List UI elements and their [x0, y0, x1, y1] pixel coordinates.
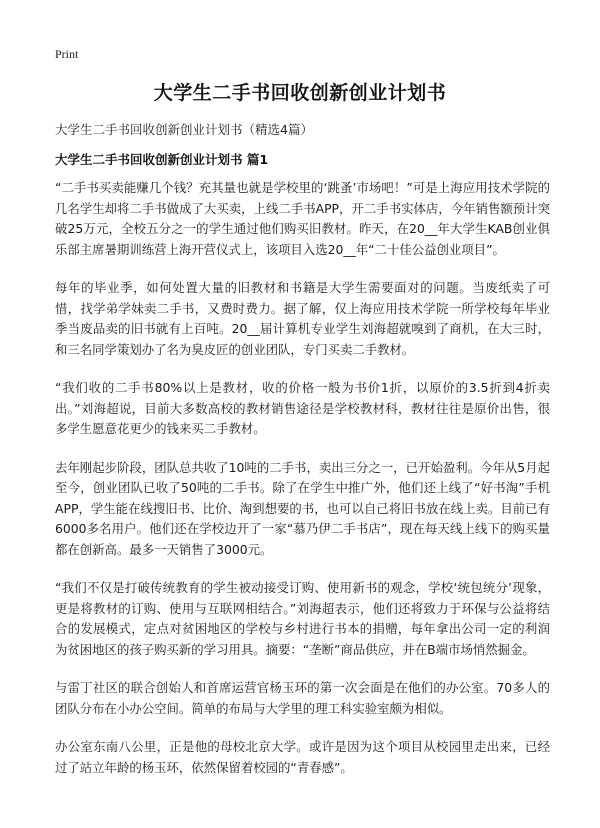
paragraph: “二手书买卖能赚几个钱？充其量也就是学校里的‘跳蚤’市场吧！”可是上海应用技术学院的几名学生却将二手书做成了大买卖，上线二手书APP，开二手书实体店，今年销售额预计突破25万元，全校五分之一的学生通过他们购买旧教材。昨天，在20__年大学生KAB创业俱乐部主席暑期训练营上海开营仪式上，该项目入选20__年“二十佳公益创业项目”。 — [55, 180, 550, 257]
paragraph: 办公室东南八公里，正是他的母校北京大学。或许是因为这个项目从校园里走出来，已经过了站立年龄的杨玉环，依然保留着校园的“青春感”。 — [55, 739, 550, 775]
paragraph: 去年刚起步阶段，团队总共收了10吨的二手书，卖出三分之一，已开始盈利。今年从5月起至今，创业团队已收了50吨的二手书。除了在学生中推广外，他们还上线了“好书淘”手机APP，学生能在线搜旧书、比价、淘到想要的书，也可以自己将旧书放在线上卖。目前已有6000多名用户。他们还在学校边开了一家“慕乃伊二手书店”，现在每天线上线下的购买量都在创新高。最多一天销售了3000元。 — [55, 459, 550, 557]
paragraph: “我们收的二手书80%以上是教材，收的价格一般为书价1折，以原价的3.5折到4折卖出。”刘海超说，目前大多数高校的教材销售途径是学校教材科，教材往往是原价出售，很多学生愿意花更少的钱来买二手教材。 — [55, 380, 550, 436]
paragraph: “我们不仅是打破传统教育的学生被动接受订购、使用新书的观念，学校‘统包统分’现象，更是将教材的订购、使用与互联网相结合。”刘海超表示，他们还将致力于环保与公益将结合的发展模式，定点对贫困地区的学校与乡村进行书本的捐赠，每年拿出公司一定的利润为贫困地区的孩子购买新的学习用具。摘要：“垄断”商品供应，并在B端市场悄然掘金。 — [55, 580, 550, 657]
paragraph: 每年的毕业季，如何处置大量的旧教材和书籍是大学生需要面对的问题。当废纸卖了可惜，找学弟学妹卖二手书，又费时费力。据了解，仅上海应用技术学院一所学校每年毕业季当废品卖的旧书就有上百吨。20__届计算机专业学生刘海超就嗅到了商机，在大三时，和三名同学策划办了名为臭皮匠的创业团队，专门买卖二手教材。 — [55, 280, 550, 357]
paragraph: 与雷丁社区的联合创始人和首席运营官杨玉环的第一次会面是在他们的办公室。70多人的团队分布在小办公空间。简单的布局与大学里的理工科实验室颇为相似。 — [55, 680, 550, 716]
document-title: 大学生二手书回收创新创业计划书 — [153, 82, 447, 104]
print-link[interactable]: Print — [55, 47, 79, 61]
document-subtitle: 大学生二手书回收创新创业计划书（精选4篇） — [55, 122, 313, 137]
article-body — [55, 178, 550, 796]
section-heading: 大学生二手书回收创新创业计划书 篇1 — [55, 152, 269, 167]
